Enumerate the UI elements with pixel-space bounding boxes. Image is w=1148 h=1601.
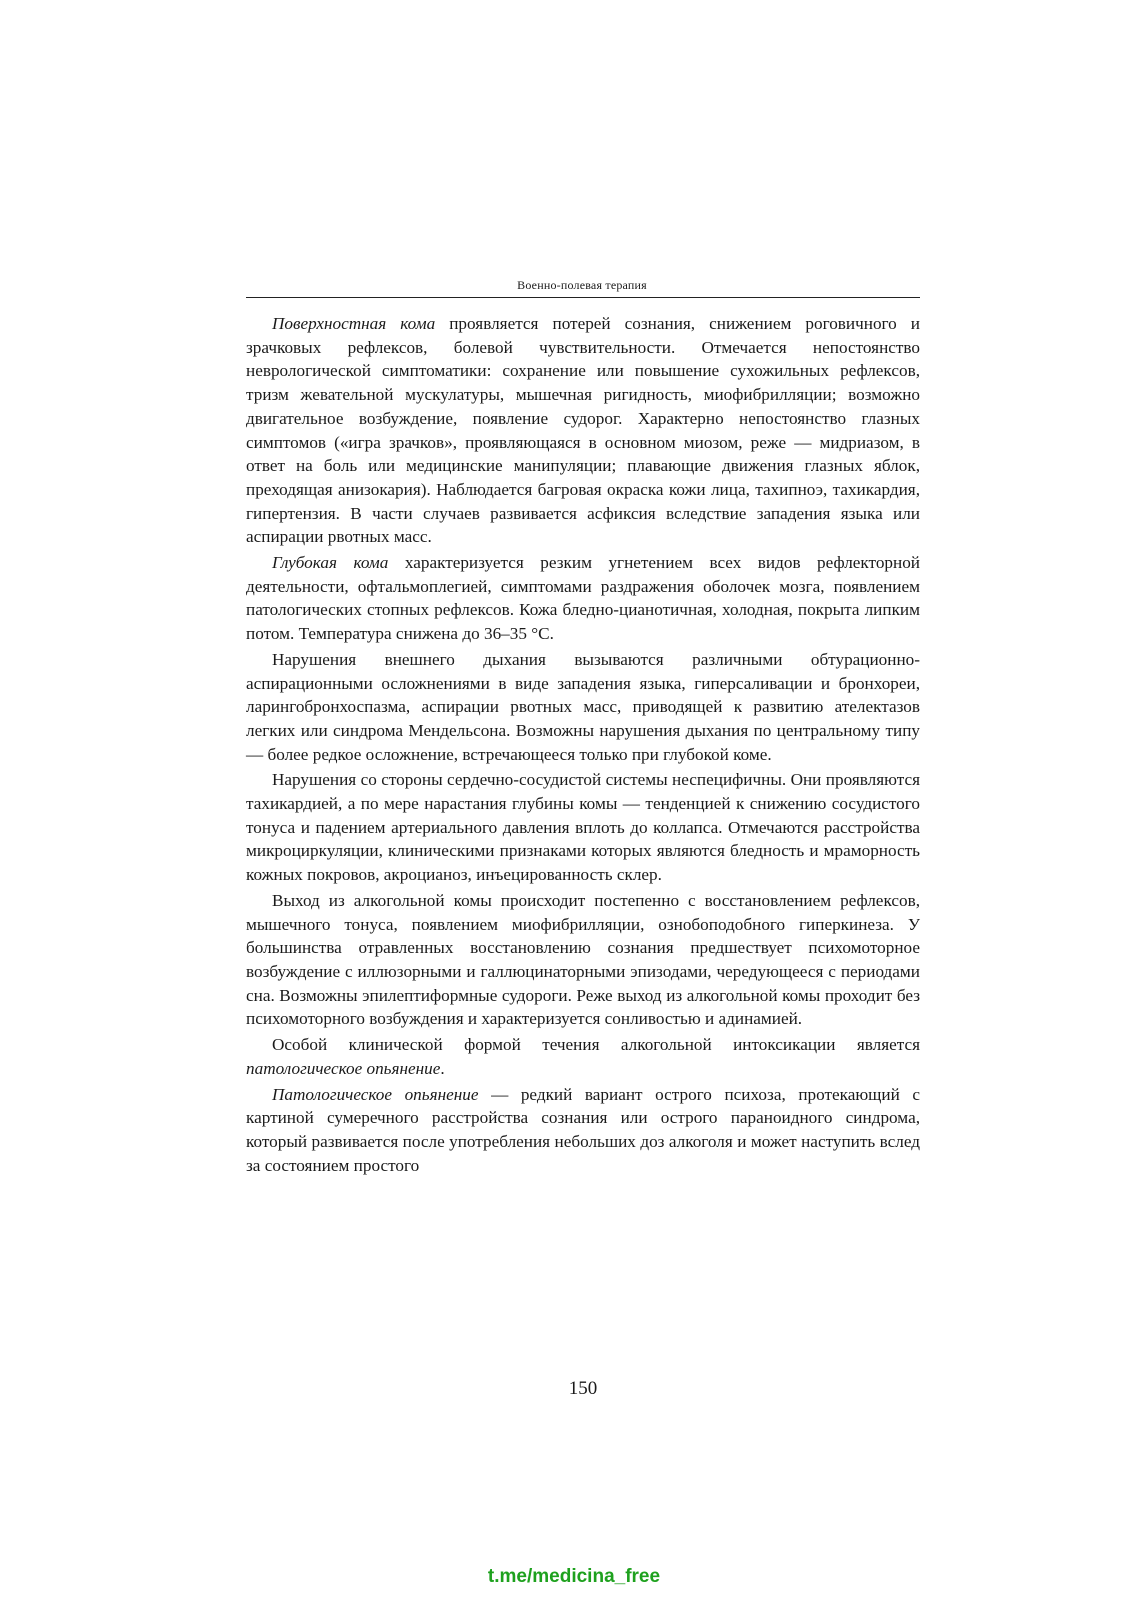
- page-body: [246, 312, 920, 1179]
- paragraph-text: Нарушения внешнего дыхания вызываются различными обтурационно-аспирационными осложнениями в виде западения языка, гиперсаливации и бронхореи, ларингобронхоспазма, аспирации рвотных масс, приводящей к развитию ателектазов легких или синдрома Мендельсона. Возможны нарушения дыхания по центральному типу — более редкое осложнение, встречающееся только при глубокой коме.: [246, 649, 920, 764]
- paragraph-coma-exit: [246, 889, 920, 1031]
- paragraph-text: Особой клинической формой течения алкогольной интоксикации является: [272, 1035, 920, 1055]
- running-header: Военно-полевая терапия: [517, 278, 647, 292]
- header-divider: [246, 297, 920, 298]
- term-pathological-intoxication-lead: Патологическое опьянение: [272, 1084, 479, 1104]
- paragraph-superficial-coma: [246, 312, 920, 549]
- paragraph-text: — редкий вариант острого психоза, протекающий с картиной сумеречного расстройства сознания или острого параноидного синдрома, который развивается после употребления небольших доз алкоголя и может наступить вслед за состоянием простого: [246, 1084, 921, 1175]
- paragraph-text: проявляется потерей сознания, снижением роговичного и зрачковых рефлексов, болевой чувствительности. Отмечается непостоянство неврологической симптоматики: сохранение или повышение сухожильных рефлексов, тризм жевательной мускулатуры, мышечная ригидность, миофибрилляции; возможно двигательное возбуждение, появление судорог. Характерно непостоянство глазных симптомов («игра зрачков», проявляющаяся в основном миозом, реже — мидриазом, в ответ на боль или медицинские манипуляции; плавающие движения глазных яблок, преходящая анизокария). Наблюдается багровая окраска кожи лица, тахипноэ, тахикардия, гипертензия. В части случаев развивается асфиксия вследствие западения языка или аспирации рвотных масс.: [246, 314, 920, 547]
- page-number: 150: [568, 1378, 598, 1399]
- paragraph-special-form: [246, 1033, 920, 1080]
- paragraph-cardiovascular: [246, 768, 920, 887]
- paragraph-end: .: [440, 1058, 445, 1078]
- term-deep-coma: Глубокая кома: [272, 553, 389, 573]
- paragraph-breathing-disorders: [246, 648, 920, 767]
- paragraph-deep-coma: [246, 551, 920, 646]
- paragraph-text: Нарушения со стороны сердечно-сосудистой системы неспецифичны. Они проявляются тахикардией, а по мере нарастания глубины комы — тенденцией к снижению сосудистого тонуса и падением артериального давления вплоть до коллапса. Отмечаются расстройства микроциркуляции, клиническими признаками которых являются бледность и мраморность кожных покровов, акроцианоз, инъецированность склер.: [246, 770, 920, 885]
- paragraph-pathological-intoxication: [246, 1083, 920, 1178]
- term-superficial-coma: Поверхностная кома: [272, 314, 436, 333]
- paragraph-text: характеризуется резким угнетением всех видов рефлекторной деятельности, офтальмоплегией, симптомами раздражения оболочек мозга, появлением патологических стопных рефлексов. Кожа бледно-цианотичная, холодная, покрыта липким потом. Температура снижена до 36–35 °С.: [246, 553, 920, 644]
- paragraph-text: Выход из алкогольной комы происходит постепенно с восстановлением рефлексов, мышечного тонуса, появлением миофибрилляции, ознобоподобного гиперкинеза. У большинства отравленных восстановлению сознания предшествует психомоторное возбуждение с иллюзорными и галлюцинаторными эпизодами, чередующееся с периодами сна. Возможны эпилептиформные судороги. Реже выход из алкогольной комы проходит без психомоторного возбуждения и характеризуется сонливостью и адинамией.: [246, 890, 920, 1029]
- watermark-link[interactable]: t.me/medicina_free: [487, 1566, 661, 1587]
- term-pathological-intoxication: патологическое опьянение: [246, 1058, 441, 1078]
